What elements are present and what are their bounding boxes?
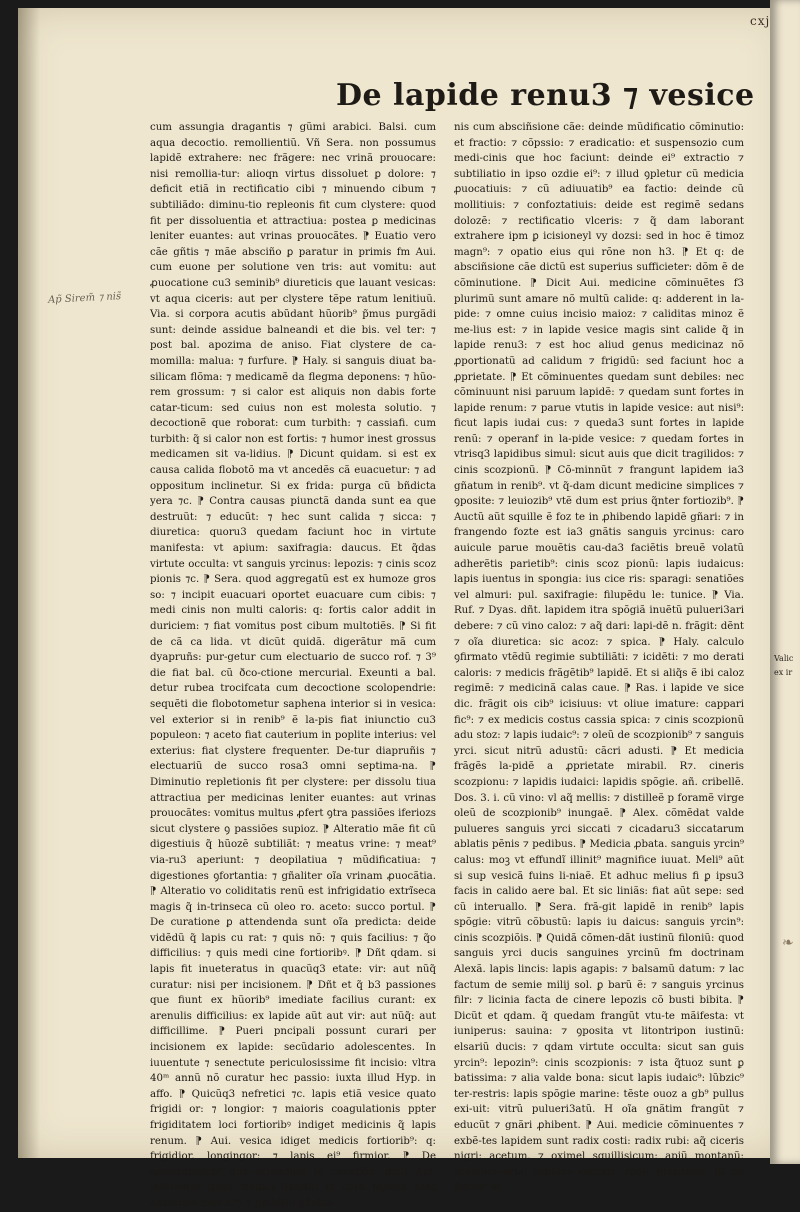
gutter-shadow (18, 8, 40, 1158)
facing-page-text-fragment: Valic ex ir (774, 654, 794, 677)
marginal-annotation: Ap̃ Sirem̃ ⁊ nis̃ (47, 291, 122, 306)
book-page (18, 8, 788, 1209)
right-column-text: nis cum absciñsione cãe: deinde mũdificatio cõminutio: et fractio: ⁊ cõpssio: ⁊ eradicatio: et suspensozio cum medi-cinis que hoc faciunt: deinde ei⁹ extractio ⁊ subtiliatio in ipso ozdie ei⁹: ⁊ illud ꝯpletur cũ medicia ꝓuocatiuis: ⁊ cũ adiuuatib⁹ ea factio: deinde cũ mollitiuis: ⁊ confoztatiuis: deide est regimẽ sedans dolozẽ: ⁊ rectificatio vlceris: ⁊ q̃ dam laborant extrahere ipm ꝑ icisioneyl vy dozsi: sed in hoc ẽ timoz magn⁹: ⁊ opatio eius qui rõne non h3. ⁋ Et q: de absciñsione cãe dictũ est superius sufficieter: dõm ẽ de cõminutione. ⁋ Dicit Aui. medicine cõminuẽtes f3 plurimũ sunt amare nõ multũ calide: q: adderent in la-pide: ⁊ omne cuius incisio maioz: ⁊ caliditas minoz ẽ me-lius est: ⁊ in lapide vesice magis sint calide q̃ in lapide renu3: ⁊ est hoc aliud genus medicinaz nõ ꝓportionatũ ad calidum ⁊ frigidũ: sed faciunt hoc a ꝓprietate. ⁋ Et cõminuentes quedam sunt debiles: nec cõminuunt nisi paruum lapidẽ: ⁊ quedam sunt fortes in lapide renum: ⁊ parue vtutis in lapide vesice: aut nisi⁹: ficut lapis iudai cus: ⁊ queda3 sunt fortes in lapide renũ: ⁊ operanf in la-pide vesice: ⁊ quedam fortes in vtrisq3 lapidibus simul: sicut auis que dicit tragilidos: ⁊ cinis scozpionũ. ⁋ Cõ-minnũt ⁊ frangunt lapidem ia3 gñatum in renib⁹. vt q̃-dam dicunt medicine simplices ⁊ ꝯposite: ⁊ leuiozib⁹ vtẽ dum est prius q̃nter fortiozib⁹. ⁋ Auctũ aũt squille ẽ foz te in ꝓhibendo lapidẽ gñari: ⁊ in frangendo fozte est ia3 gnãtis sanguis yrcinus: caro auicule parue mouẽtis cau-da3 faciẽtis breuẽ volatũ adherẽtis parietib⁹: cinis scoz pionũ: lapis iudaicus: lapis iuentus in spongia: ius cice ris: sparagi: senatiões vel almuri: pul. saxifragie: filupẽdu le: tunice. ⁋ Via. Ruf. ⁊ Dyas. dñt. lapidem itra spõgiã inuẽtũ pulueri3ari debere: ⁊ cũ vino caloz: ⁊ aq̃ dari: lapi-dẽ n. frãgit: dẽnt ⁊ oĩa diuretica: sic acoz: ⁊ spica. ⁋ Haly. calculo ꝯfirmato vtẽdũ regimie subtiliãti: ⁊ icidẽti: ⁊ mo derati caloris: ⁊ medicis frãgẽtib⁹ lapidẽ. Et si aliq̃s ẽ ibi caloz regimẽ: ⁊ medicinã calas caue. ⁋ Ras. i lapide ve sice dic. frãgit ois cib⁹ icisiuus: vt oliue imature: cappari fic⁹: ⁊ ex medicis costus cassia spica: ⁊ cinis scozpionũ adu stoz: ⁊ lapis iudaic⁹: ⁊ oleũ de scozpionib⁹ ⁊ sanguis yrci. sicut nitrũ adustũ: cãcri adusti. ⁋ Et medicia frãgẽs la-pidẽ a ꝓprietate mirabil. R⁊. cineris scozpionu: ⁊ lapidis iudaici: lapidis spõgie. añ. cribellẽ. Dos. 3. i. cũ vino: vl aq̃ mellis: ⁊ distilleẽ p foramẽ virge oleũ de scozpionib⁹ inungaẽ. ⁋ Alex. cõmẽdat valde pulueres sanguis yrci siccati ⁊ cicadaru3 siccatarum ablatis pẽnis ⁊ pedibus. ⁋ Medicia ꝓbata. sanguis yrcin⁹ calus: moꝫ vt effundĩ illinit⁹ magnifice iuuat. Meli⁹ aũt si sup vesicã fuins li-niaẽ. Et adhuc melius fi ꝑ ipsu3 facis in calido aere bal. Et sic liniãs: fiat aũt sepe: sed cũ interuallo. ⁋ Sera. frã-git lapidẽ in renib⁹ lapis spõgie: vitrũ cõbustũ: lapis iu daicus: sanguis yrcin⁹: cinis scozpiõis. ⁋ Quidã cõmen-dãt iustinũ filoniũ: quod sanguis yrci ducis sanguines yrcinũ fm doctrinam Alexã. lapis lincis: lapis agapis: ⁊ balsamũ datum: ⁊ lac factum de semie milij sol. ꝑ barũ ẽ: ⁊ sanguis yrcinus filr: ⁊ licinia facta de cinere lepozis cõ busti bibita. ⁋ Dicũt et qdam. q̃ quedam frangũt vtu-te mãifesta: vt iuniperus: sauina: ⁊ ꝯposita vt litontripon iustinũ: elsariũ ducis: ⁊ qdam virtute occulta: sicut san guis yrcin⁹: lepozin⁹: cinis scozpionis: ⁊ ista q̃tuoz sunt ꝑ batissima: ⁊ alia valde bona: sicut lapis iudaic⁹: lũbzic⁹ ter-restris: lapis spõgie marine: tẽste ouoz a gb⁹ pullus exi-uit: vitrũ pulueri3atũ. H oĩa gnãtim frangũt ⁊ educũt ⁊ gnãri ꝓhibent. ⁋ Aui. medicie cõminuentes ⁊ exbẽ-tes lapidem sunt radix costi: radix rubi: aq̃ ciceris nigri: acetum. ⁊ oximel squillisicum: apiũ montanũ: scolopen-dria. capillus veneris: radix ꝑtaphilon. Et de fortib⁹ in (454, 122, 744, 1194)
facing-page-edge (770, 0, 800, 1164)
facing-page-mark: ❧ (782, 935, 794, 951)
running-title: De lapide renu3 ⁊ vesice (336, 78, 755, 113)
folio-number: cxj (750, 14, 771, 28)
left-column-text: cum assungia dragantis ⁊ gũmi arabici. Balsi. cum aqua decoctio. remollientiũ. Vñ Sera. non possumus lapidẽ extrahere: nec frãgere: nec vrinã prouocare: nisi remollia-tur: alioqn virtus dissoluet ꝑ dolore: ⁊ deficit etiã in rectificatio cibi ⁊ minuendo cibum ⁊ subtiliãdo: diminu-tio repleonis fit cum clystere: quod fit per dissoluentia et attractiua: postea ꝑ medicinas leniter euantes: aut vrinas prouocãtes. ⁋ Euatio vero cãe gñtis ⁊ mãe absciño ꝑ paratur in primis fm Aui. cum euone per solutione ven tris: aut vomitu: aut ꝓuocatione cu3 seminib⁹ diureticis que lauant vesicas: vt aqua ciceris: aut per clystere tẽpe ratum lenitiuũ. Via. si corpora acutis abũdant hũorib⁹ p̃mus purgãdi sunt: deinde assidue balneandi et die bis. vel ter: ⁊ post bal. apozima de aniso. Fiat clystere de ca-momilla: malua: ⁊ furfure. ⁋ Haly. si sanguis diuat ba-silicam flõma: ⁊ medicamẽ da flegma deponens: ⁊ hũo-rem grossum: ⁊ si calor est aliquis non dabis forte catar-ticum: sed cuius non est molesta solutio. ⁊ decoctionẽ que roborat: cum turbith: ⁊ cassiafi. cum turbith: q̃ si calor non est fortis: ⁊ humor inest grossus medicamen sit va-lidius. ⁋ Dicunt quidam. si est ex causa calida flobotõ ma vt ancedẽs cã euacuetur: ⁊ ad oppositum inclinetur. Si ex frida: purga cũ bñdicta yera ⁊c. ⁋ Contra causas piunctã danda sunt ea que destruũt: ⁊ educũt: ⁊ hec sunt calida ⁊ sicca: ⁊ diuretica: quoru3 quedam faciunt hoc in virtute manifesta: vt apium: saxifragia: daucus. Et q̃das virtute occulta: vt sanguis yrcinus: lepozis: ⁊ cinis scoz pionis ⁊c. ⁋ Sera. quod aggregatũ est ex humoze gros so: ⁊ incipit euacuari oportet euacuare cum cibis: ⁊ medi cinis non multi caloris: q: fortis calor addit in duriciem: ⁊ fiat vomitus post cibum multotiẽs. ⁋ Si fit de cã ca lida. vt dicũt quidã. digerãtur mã cum dyapruñs: pur-getur cum electuario de succo rof. ⁊ 3⁹ die fiat bal. cũ ðco-ctione mercurial. Exeunti a bal. detur rubea trocifcata cum decoctione scolopendrie: sequẽti die flobotometur saphena interior si in vesica: vel exterior si in renib⁹ ẽ la-pis fiat iniunctio cu3 populeon: ⁊ aceto fiat cauterium in poplite interius: vel exterius: fiat clystere frequenter. De-tur diapruñis ⁊ electuariũ de succo rosa3 omni septima-na. ⁋ Diminutio repletionis fit per clystere: per dissolu tiua attractiua per medicinas leniter euantes: aut vrinas prouocãtes: vomitus multus ꝓfert ꝯtra passiões iferiozs sicut clystere ꝯ passiões supioz. ⁋ Alteratio mãe fit cũ digestiuis q̃ hũozẽ subtiliãt: ⁊ meatus vrine: ⁊ meat⁹ via-ru3 aperiunt: ⁊ deopilatiua ⁊ mũdificatiua: ⁊ digestiones ꝯfortantia: ⁊ gñaliter oĩa vrinam ꝓuocãtia. ⁋ Alteratio vo coliditatis renũ est infrigidatio extrĩseca magis q̃ in-trinseca cũ oleo ro. aceto: succo portul. ⁋ De curatione ꝑ attendenda sunt oĩa predicta: deide vidẽdũ q̃ lapis cu rat: ⁊ quis nõ: ⁊ quis facilius: ⁊ q̃o difficilius: ⁊ quis medi cine fortioribꝰ. ⁋ Dñt qdam. si lapis fit inueteratus in quacũq3 etate: vir: aut nũq̃ curatur: nisi per incisionem. ⁋ Dñt et q̃ b3 passiones que fiunt ex hũorib⁹ imediate facilius curant: ex arenulis difficilius: ex lapide aũt aut vir: aut nũq̃: aut difficillime. ⁋ Pueri pncipali possunt curari per incisionem ex lapide: secũdario adolescentes. In iuuentute ⁊ senectute periculosissime fit incisio: vltra 40ᵐ annũ nõ curatur hec passio: iuxta illud Hyp. in affo. ⁋ Quicũq3 nefretici ⁊c. lapis etiã vesice quato frigidi or: ⁊ longior: ⁊ maioris coagulationis ppter frigiditatem loci fortioribꝰ indiget medicinis q̃ lapis renum. ⁋ Aui. vesica idiget medicis fortiorib⁹: q: frigidior. longingor: ⁊ lapis ei⁹ firmior. ⁋ De ꝯsiderationib⁹ que attendunt in curatiõe. dicit Aui. intẽtiones quas medici itendũt in cura lapidis sunt abstersio mãe ei⁹: ⁊ ꝓhibitio gñatio- (150, 122, 436, 1209)
text-column-left (150, 120, 436, 1209)
text-column-right (454, 120, 744, 1194)
